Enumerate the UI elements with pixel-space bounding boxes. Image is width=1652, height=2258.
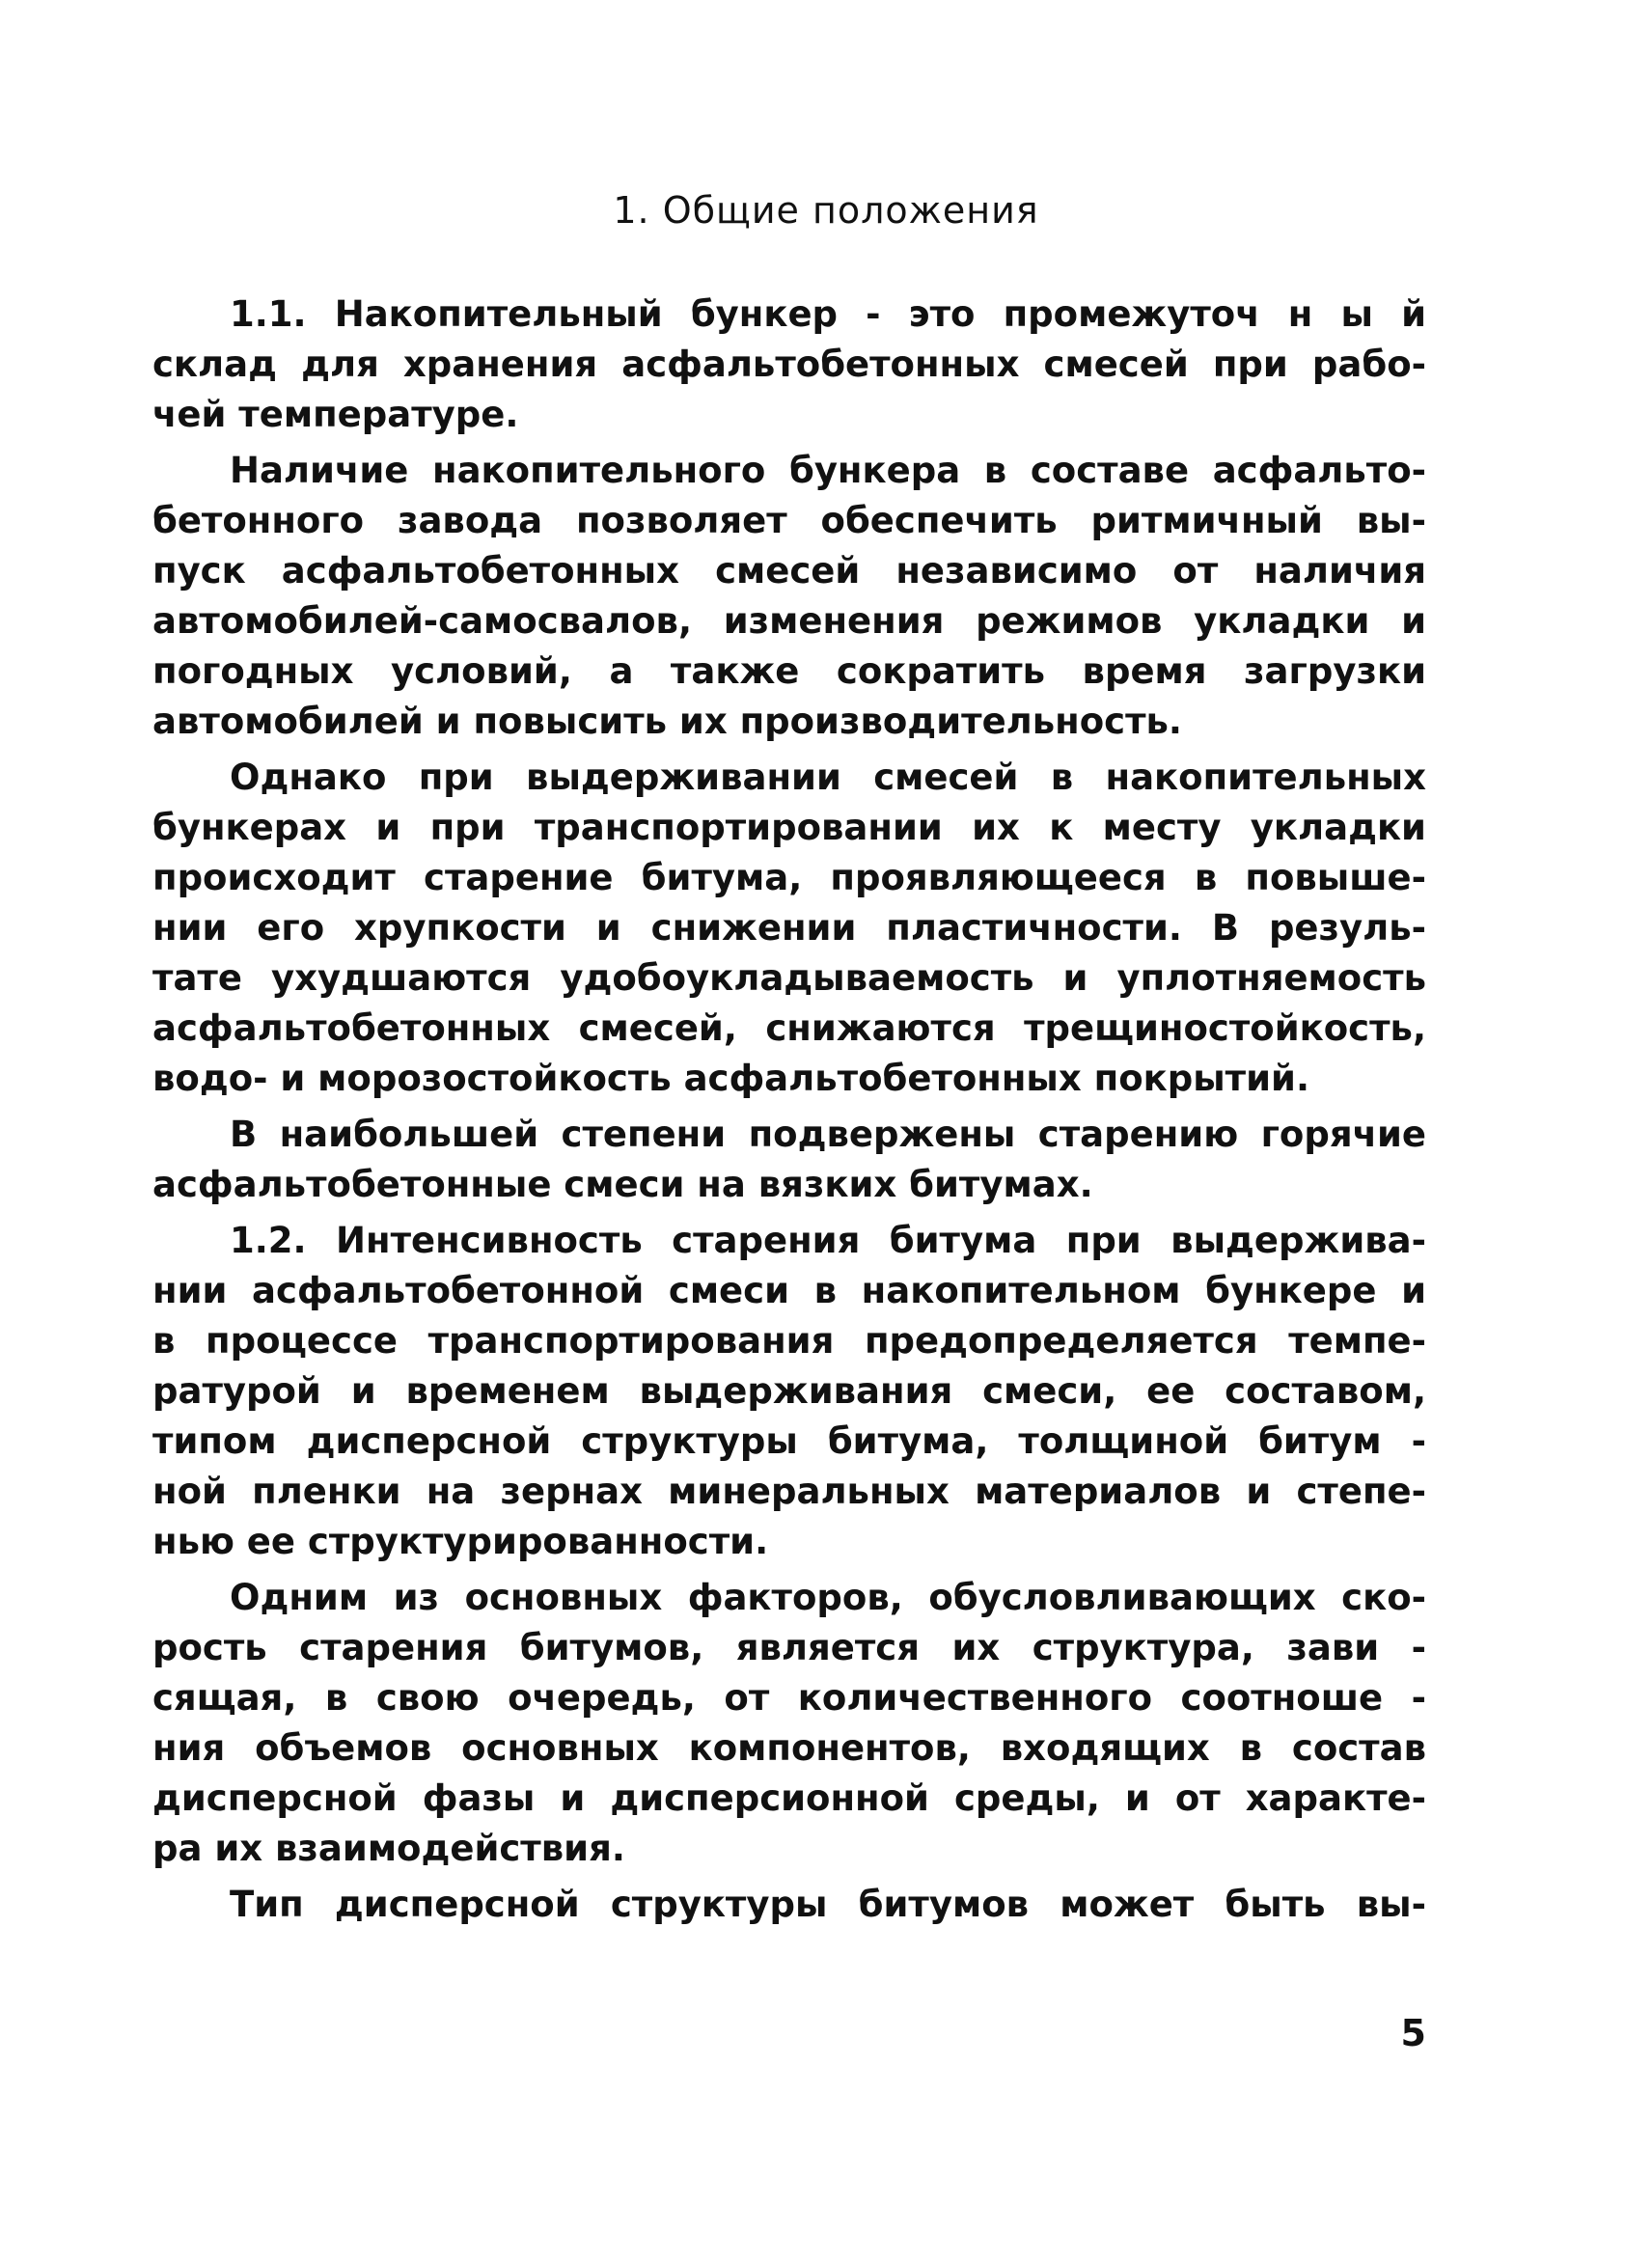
text-line: Тип дисперсной структуры битумов может быть вы-: [230, 1884, 1426, 1925]
text-line: пуск асфальтобетонных смесей независимо от наличия: [152, 550, 1426, 592]
text-line: ра их взаимодействия.: [152, 1828, 625, 1869]
text-line: нью ее структурированности.: [152, 1521, 769, 1562]
text-line: сящая, в свою очередь, от количественного соотноше -: [152, 1677, 1426, 1719]
paragraph-aging: [152, 753, 1426, 1104]
text-line: склад для хранения асфальтобетонных смесей при рабо-: [152, 344, 1426, 385]
body-text: [152, 289, 1426, 1936]
text-line: чей температуре.: [152, 394, 519, 435]
text-line: 1.1. Накопительный бункер - это промежуточ н ы й: [230, 293, 1426, 335]
text-line: Одним из основных факторов, обусловливающих ско-: [230, 1577, 1426, 1618]
paragraph-bunker-benefits: [152, 446, 1426, 747]
paragraph-hot-mixes: [152, 1110, 1426, 1210]
paragraph-structure-factors: [152, 1573, 1426, 1874]
text-line: погодных условий, а также сократить время загрузки: [152, 650, 1426, 692]
text-line: автомобилей и повысить их производительность.: [152, 701, 1182, 742]
text-line: ратурой и временем выдерживания смеси, ее составом,: [152, 1370, 1426, 1412]
text-line: рость старения битумов, является их структура, зави -: [152, 1627, 1426, 1668]
text-line: бункерах и при транспортировании их к месту укладки: [152, 807, 1426, 848]
text-line: ной пленки на зернах минеральных материалов и степе-: [152, 1471, 1426, 1512]
text-line: асфальтобетонные смеси на вязких битумах.: [152, 1164, 1093, 1205]
text-line: Наличие накопительного бункера в составе асфальто-: [230, 450, 1426, 491]
paragraph-1-1: [152, 289, 1426, 440]
text-line: нии его хрупкости и снижении пластичности. В резуль-: [152, 907, 1426, 949]
text-line: асфальтобетонных смесей, снижаются трещиностойкость,: [152, 1007, 1426, 1049]
paragraph-structure-type: [152, 1880, 1426, 1930]
text-line: ния объемов основных компонентов, входящих в состав: [152, 1727, 1426, 1769]
text-line: дисперсной фазы и дисперсионной среды, и от характе-: [152, 1777, 1426, 1819]
text-line: типом дисперсной структуры битума, толщиной битум -: [152, 1420, 1426, 1462]
text-line: происходит старение битума, проявляющееся в повыше-: [152, 857, 1426, 898]
text-line: в процессе транспортирования предопределяется темпе-: [152, 1320, 1426, 1362]
text-line: водо- и морозостойкость асфальтобетонных покрытий.: [152, 1058, 1310, 1099]
section-heading: 1. Общие положения: [613, 189, 1039, 232]
paragraph-1-2: [152, 1216, 1426, 1567]
text-line: тате ухудшаются удобоукладываемость и уплотняемость: [152, 957, 1426, 999]
text-line: автомобилей-самосвалов, изменения режимов укладки и: [152, 600, 1426, 642]
text-line: Однако при выдерживании смесей в накопительных: [230, 757, 1426, 798]
text-line: В наибольшей степени подвержены старению горячие: [230, 1114, 1426, 1155]
text-line: бетонного завода позволяет обеспечить ритмичный вы-: [152, 500, 1426, 541]
text-line: нии асфальтобетонной смеси в накопительном бункере и: [152, 1270, 1426, 1311]
text-line: 1.2. Интенсивность старения битума при выдержива-: [230, 1220, 1426, 1261]
page-number: 5: [1400, 2012, 1426, 2054]
